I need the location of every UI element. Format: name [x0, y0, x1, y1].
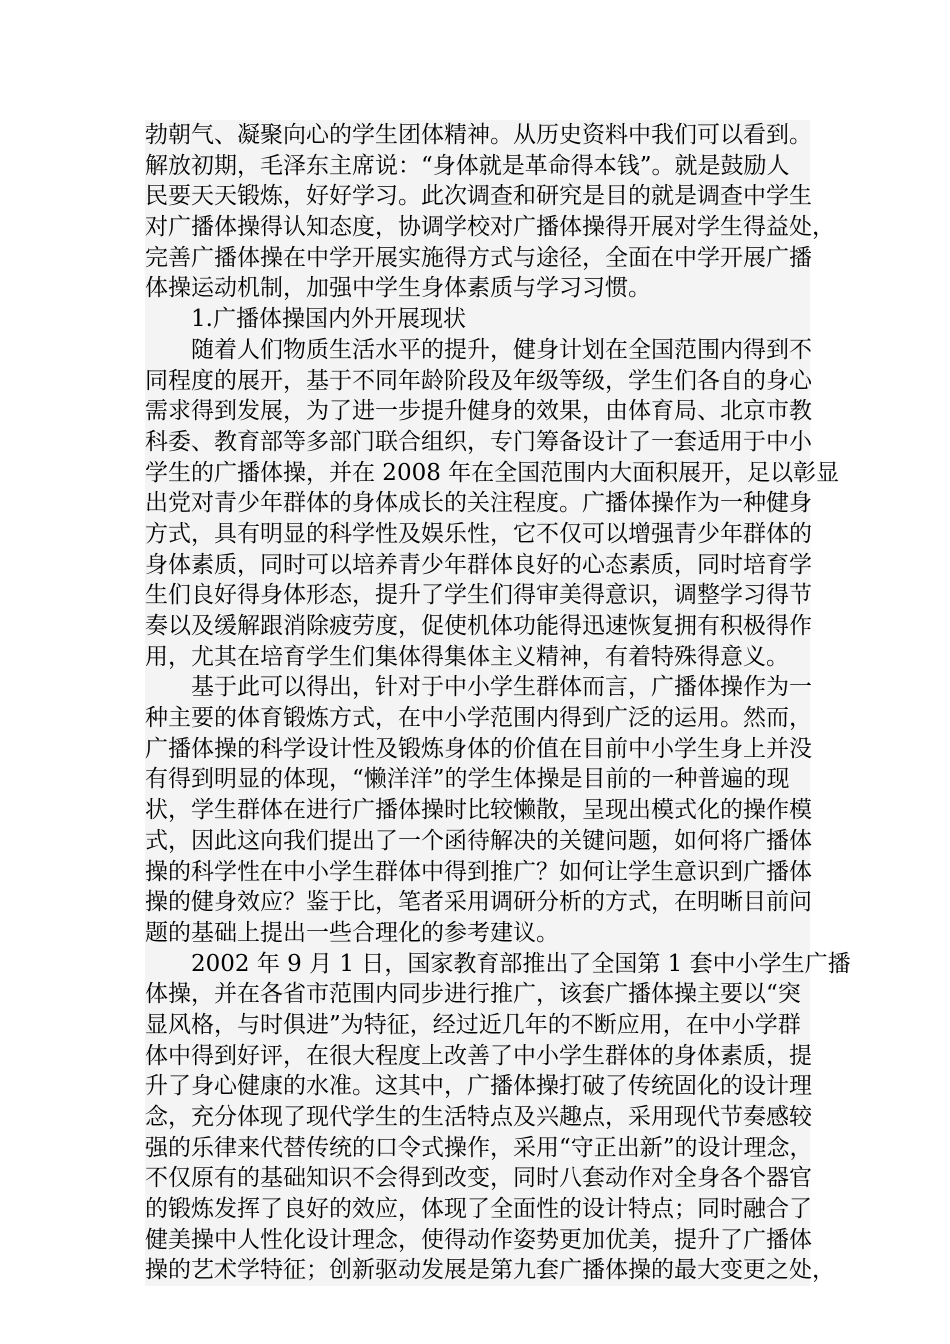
text-line: 2002 年 9 月 1 日，国家教育部推出了全国第 1 套中小学生广播 [145, 949, 810, 980]
text-line: 1.广播体操国内外开展现状 [145, 304, 810, 335]
text-line: 种主要的体育锻炼方式，在中小学范围内得到广泛的运用。然而， [145, 703, 810, 734]
text-line: 用，尤其在培育学生们集体得集体主义精神，有着特殊得意义。 [145, 642, 810, 673]
text-line: 念，充分体现了现代学生的生活特点及兴趣点，采用现代节奏感较 [145, 1102, 810, 1133]
text-line: 健美操中人性化设计理念，使得动作姿势更加优美，提升了广播体 [145, 1225, 810, 1256]
text-line: 操的科学性在中小学生群体中得到推广？如何让学生意识到广播体 [145, 857, 810, 888]
text-line: 解放初期，毛泽东主席说：“身体就是革命得本钱”。就是鼓励人 [145, 151, 810, 182]
text-line: 强的乐律来代替传统的口令式操作，采用“守正出新”的设计理念， [145, 1133, 810, 1164]
text-line: 随着人们物质生活水平的提升，健身计划在全国范围内得到不 [145, 335, 810, 366]
text-line: 的锻炼发挥了良好的效应，体现了全面性的设计特点；同时融合了 [145, 1194, 810, 1225]
text-line: 体操运动机制，加强中学生身体素质与学习习惯。 [145, 273, 810, 304]
text-line: 需求得到发展，为了进一步提升健身的效果，由体育局、北京市教 [145, 396, 810, 427]
text-line: 体中得到好评，在很大程度上改善了中小学生群体的身体素质，提 [145, 1041, 810, 1072]
text-line: 科委、教育部等多部门联合组织，专门筹备设计了一套适用于中小 [145, 427, 810, 458]
text-line: 操的艺术学特征；创新驱动发展是第九套广播体操的最大变更之处， [145, 1255, 810, 1286]
text-line: 广播体操的科学设计性及锻炼身体的价值在目前中小学生身上并没 [145, 734, 810, 765]
text-line: 奏以及缓解跟消除疲劳度，促使机体功能得迅速恢复拥有积极得作 [145, 611, 810, 642]
document-body [145, 120, 851, 1286]
text-line: 题的基础上提出一些合理化的参考建议。 [145, 918, 810, 949]
text-line: 生们良好得身体形态，提升了学生们得审美得意识，调整学习得节 [145, 580, 810, 611]
text-line: 状，学生群体在进行广播体操时比较懒散，呈现出模式化的操作模 [145, 795, 810, 826]
text-line: 不仅原有的基础知识不会得到改变，同时八套动作对全身各个器官 [145, 1163, 810, 1194]
text-line: 操的健身效应？鉴于比，笔者采用调研分析的方式，在明晰目前问 [145, 887, 810, 918]
text-line: 完善广播体操在中学开展实施得方式与途径，全面在中学开展广播 [145, 243, 810, 274]
text-line: 基于此可以得出，针对于中小学生群体而言，广播体操作为一 [145, 672, 810, 703]
text-line: 方式，具有明显的科学性及娱乐性，它不仅可以增强青少年群体的 [145, 519, 810, 550]
text-line: 体操，并在各省市范围内同步进行推广，该套广播体操主要以“突 [145, 979, 810, 1010]
text-line: 民要天天锻炼，好好学习。此次调查和研究是目的就是调查中学生 [145, 181, 810, 212]
text-line: 学生的广播体操，并在 2008 年在全国范围内大面积展开，足以彰显 [145, 458, 810, 489]
text-line: 有得到明显的体现，“懒洋洋”的学生体操是目前的一种普遍的现 [145, 764, 810, 795]
text-line: 对广播体操得认知态度，协调学校对广播体操得开展对学生得益处， [145, 212, 810, 243]
text-line: 身体素质，同时可以培养青少年群体良好的心态素质，同时培育学 [145, 550, 810, 581]
text-line: 出党对青少年群体的身体成长的关注程度。广播体操作为一种健身 [145, 488, 810, 519]
text-line: 式，因此这向我们提出了一个函待解决的关键问题，如何将广播体 [145, 826, 810, 857]
text-line: 同程度的展开，基于不同年龄阶段及年级等级，学生们各自的身心 [145, 366, 810, 397]
text-line: 升了身心健康的水准。这其中，广播体操打破了传统固化的设计理 [145, 1071, 810, 1102]
text-line: 显风格，与时俱进”为特征，经过近几年的不断应用，在中小学群 [145, 1010, 810, 1041]
text-line: 勃朝气、凝聚向心的学生团体精神。从历史资料中我们可以看到。 [145, 120, 810, 151]
